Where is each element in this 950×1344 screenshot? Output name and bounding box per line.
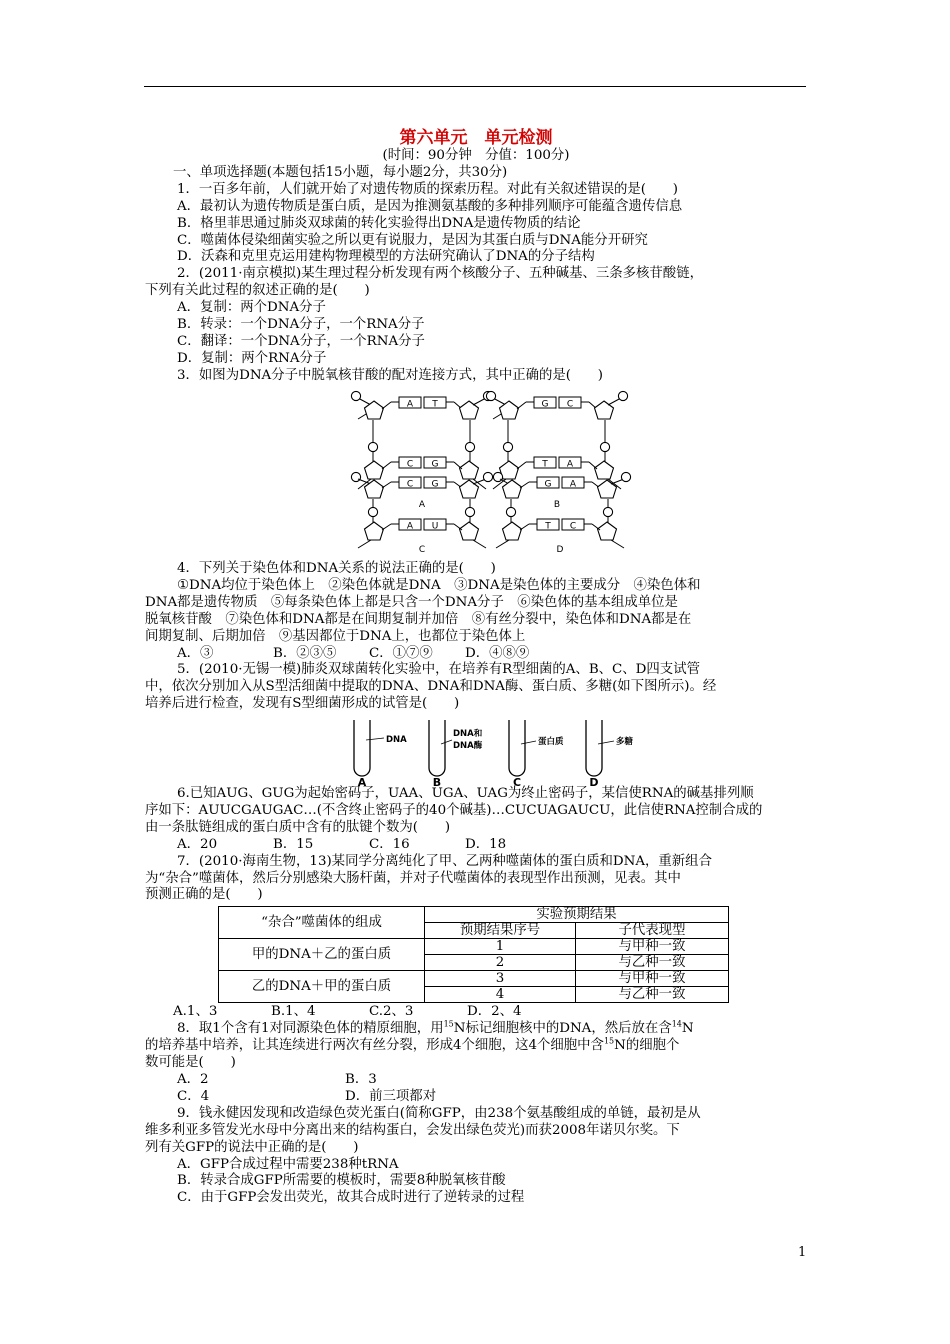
option-a: A．③: [177, 645, 214, 661]
page-subtitle: (时间：90分钟 分值：100分): [382, 148, 570, 163]
question-1: [145, 182, 807, 267]
option-b: B．转录：一个DNA分子，一个RNA分子: [177, 317, 425, 333]
panel-label: B: [553, 499, 561, 510]
tube-content: DNA和: [453, 729, 483, 739]
panel-label: D: [556, 545, 564, 555]
option-b: B．格里菲思通过肺炎双球菌的转化实验得出DNA是遗传物质的结论: [177, 215, 581, 231]
page-number: 1: [798, 1245, 807, 1260]
option-a: A．2: [177, 1071, 209, 1087]
table-header-composition: “杂合”噬菌体的组成: [219, 907, 425, 939]
panel-c: [351, 472, 492, 555]
statement-line: ①DNA均位于染色体上 ②染色体就是DNA ③DNA是染色体的主要成分 ④染色体和: [177, 577, 701, 593]
table-cell-composition: 甲的DNA＋乙的蛋白质: [219, 939, 425, 971]
option-c: C．噬菌体侵染细菌实验之所以更有说服力，是因为其蛋白质与DNA能分开研究: [177, 232, 648, 248]
dna-pairing-figure-cd: [145, 462, 807, 562]
table-cell-phenotype: 与乙种一致: [576, 955, 729, 971]
base-label: G: [541, 399, 549, 410]
base-label: C: [566, 399, 574, 410]
base-label: T: [545, 521, 551, 532]
tube-c: [509, 720, 564, 789]
table-header-phenotype: 子代表现型: [576, 923, 729, 939]
option-b: B．3: [345, 1071, 377, 1087]
option-a: A．最初认为遗传物质是蛋白质，是因为推测氨基酸的多种排列顺序可能蕴含遗传信息: [177, 198, 683, 214]
option-d: D．前三项都对: [345, 1088, 437, 1104]
table-cell-number: 3: [425, 971, 576, 987]
base-label: A: [406, 399, 414, 410]
panel-label: A: [418, 499, 426, 510]
table-cell-number: 2: [425, 955, 576, 971]
question-stem-cont: 中，依次分别加入从S型活细菌中提取的DNA、DNA和DNA酶、蛋白质、多糖(如下图所示)。经: [145, 679, 717, 695]
tube-label: D: [589, 776, 599, 789]
option-a: A．GFP合成过程中需要238种tRNA: [177, 1156, 399, 1172]
tube-d: [586, 720, 634, 789]
table-cell-phenotype: 与乙种一致: [576, 987, 729, 1003]
tube-content: 多糖: [616, 737, 634, 747]
page-title: 第六单元 单元检测: [399, 128, 553, 148]
question-2: [145, 266, 807, 367]
option-a: A．复制：两个DNA分子: [177, 300, 326, 316]
option-b: B．转录合成GFP所需要的模板时，需要8种脱氧核苷酸: [177, 1173, 506, 1189]
base-label: G: [431, 459, 439, 470]
question-stem: 1．一百多年前，人们就开始了对遗传物质的探索历程。对此有关叙述错误的是( ): [177, 181, 679, 197]
question-4: [145, 561, 807, 662]
statement-line: DNA都是遗传物质 ⑤每条染色体上都是只含一个DNA分子 ⑥染色体的基本组成单位是: [145, 594, 678, 610]
tube-content: DNA: [386, 735, 407, 745]
table-header-number: 预期结果序号: [425, 923, 576, 939]
question-8: [145, 1021, 807, 1106]
tube-a: [354, 720, 407, 789]
question-stem: 4．下列关于染色体和DNA关系的说法正确的是( ): [177, 561, 496, 576]
document-page-lower: [145, 561, 807, 713]
results-table: [218, 906, 729, 1003]
tube-label: B: [432, 776, 442, 789]
tube-label: C: [512, 776, 522, 789]
base-label: T: [432, 399, 438, 410]
option-b: B．②③⑤: [273, 645, 337, 661]
option-b: B．15: [273, 836, 314, 852]
question-5: [145, 662, 807, 713]
statement-line: 脱氧核苷酸 ⑦染色体和DNA都是在间期复制并加倍 ⑧有丝分裂中，染色体和DNA都是在: [145, 611, 692, 627]
question-9: [145, 1106, 807, 1207]
table-cell-composition: 乙的DNA＋甲的蛋白质: [219, 971, 425, 1003]
table-cell-number: 4: [425, 987, 576, 1003]
table-cell-phenotype: 与甲种一致: [576, 939, 729, 955]
question-stem-cont: 的培养基中培养，让其连续进行两次有丝分裂，形成4个细胞，这4个细胞中含$^{15}$N的细胞个: [145, 1036, 680, 1054]
question-stem-cont: 列有关GFP的说法中正确的是( ): [145, 1139, 359, 1155]
option-c: C．①⑦⑨: [369, 645, 433, 661]
question-stem-cont: 下列有关此过程的叙述正确的是( ): [145, 283, 370, 299]
base-label: A: [566, 459, 574, 470]
base-label: C: [569, 521, 577, 532]
section-heading: 一、单项选择题(本题包括15小题，每小题2分，共30分): [173, 164, 508, 180]
question-stem: 7．(2010·海南生物，13)某同学分离纯化了甲、乙两种噬菌体的蛋白质和DNA，重新组合: [177, 853, 712, 869]
option-c: C．由于GFP会发出荧光，故其合成时进行了逆转录的过程: [177, 1190, 525, 1206]
question-stem: 9．钱永健因发现和改造绿色荧光蛋白(简称GFP，由238个氨基酸组成的单链，最初是从: [177, 1105, 701, 1121]
document-page-lower-2: [145, 786, 807, 1207]
base-label: A: [569, 479, 577, 490]
question-stem-cont: 培养后进行检查，发现有S型细菌形成的试管是( ): [145, 696, 460, 712]
option-c: C.2、3: [369, 1004, 414, 1020]
statement-line: 间期复制、后期加倍 ⑨基因都位于DNA上，也都位于染色体上: [145, 628, 526, 644]
question-stem-cont: 序如下：AUUCGAUGAC…(不含终止密码子的40个碱基)…CUCUAGAUCU，此信使RNA控制合成的: [145, 802, 763, 818]
base-label: G: [431, 479, 439, 490]
option-d: D．18: [465, 836, 507, 852]
tube-content: DNA酶: [453, 741, 483, 751]
question-stem: 8．取1个含有1对同源染色体的精原细胞，用$^{15}$N标记细胞核中的DNA，然后放在含$^{14}$N: [177, 1019, 694, 1037]
base-label: T: [542, 459, 548, 470]
base-label: U: [431, 521, 439, 532]
question-6: [145, 786, 807, 854]
option-d: D．④⑧⑨: [465, 645, 530, 661]
option-c: C．翻译：一个DNA分子，一个RNA分子: [177, 333, 425, 349]
option-d: D．2、4: [467, 1004, 522, 1020]
base-label: G: [544, 479, 552, 490]
header-rule: [144, 86, 806, 87]
tube-b: [429, 720, 483, 789]
option-a: A．20: [177, 836, 218, 852]
question-stem: 6.已知AUG、GUG为起始密码子，UAA、UGA、UAG为终止密码子，某信使RNA的碱基排列顺: [177, 786, 754, 801]
base-label: A: [406, 521, 414, 532]
panel-label: C: [418, 545, 426, 555]
option-d: D．沃森和克里克运用建构物理模型的方法研究确认了DNA的分子结构: [177, 249, 595, 265]
tube-label: A: [357, 776, 367, 789]
test-tubes-figure: [340, 718, 660, 790]
option-a: A.1、3: [173, 1004, 218, 1020]
option-b: B.1、4: [271, 1004, 316, 1020]
tube-content: 蛋白质: [538, 737, 564, 747]
question-stem-cont: 数可能是( ): [145, 1055, 236, 1071]
base-label: C: [406, 479, 414, 490]
panel-d: [493, 472, 630, 555]
table-cell-phenotype: 与甲种一致: [576, 971, 729, 987]
question-stem-cont: 为“杂合”噬菌体，然后分别感染大肠杆菌，并对子代噬菌体的表现型作出预测，见表。其中: [145, 870, 681, 886]
question-7: [145, 854, 807, 1022]
question-stem: 3．如图为DNA分子中脱氧核苷酸的配对连接方式，其中正确的是( ): [177, 367, 604, 383]
question-stem-cont: 维多利亚多管发光水母中分离出来的结构蛋白，会发出绿色荧光)而获2008年诺贝尔奖。下: [145, 1122, 680, 1138]
base-label: C: [406, 459, 414, 470]
table-cell-number: 1: [425, 939, 576, 955]
question-stem: 2．(2011·南京模拟)某生理过程分析发现有两个核酸分子、五种碱基、三条多核苷酸链，: [177, 266, 703, 282]
option-c: C．16: [369, 836, 410, 852]
option-c: C．4: [177, 1088, 210, 1104]
question-stem: 5．(2010·无锡一模)肺炎双球菌转化实验中，在培养有R型细菌的A、B、C、D四支试管: [177, 662, 700, 678]
question-stem-cont: 预测正确的是( ): [145, 887, 263, 903]
question-stem-cont: 由一条肽链组成的蛋白质中含有的肽键个数为( ): [145, 819, 451, 835]
table-header-results: 实验预期结果: [425, 907, 729, 923]
option-d: D．复制：两个RNA分子: [177, 350, 327, 366]
